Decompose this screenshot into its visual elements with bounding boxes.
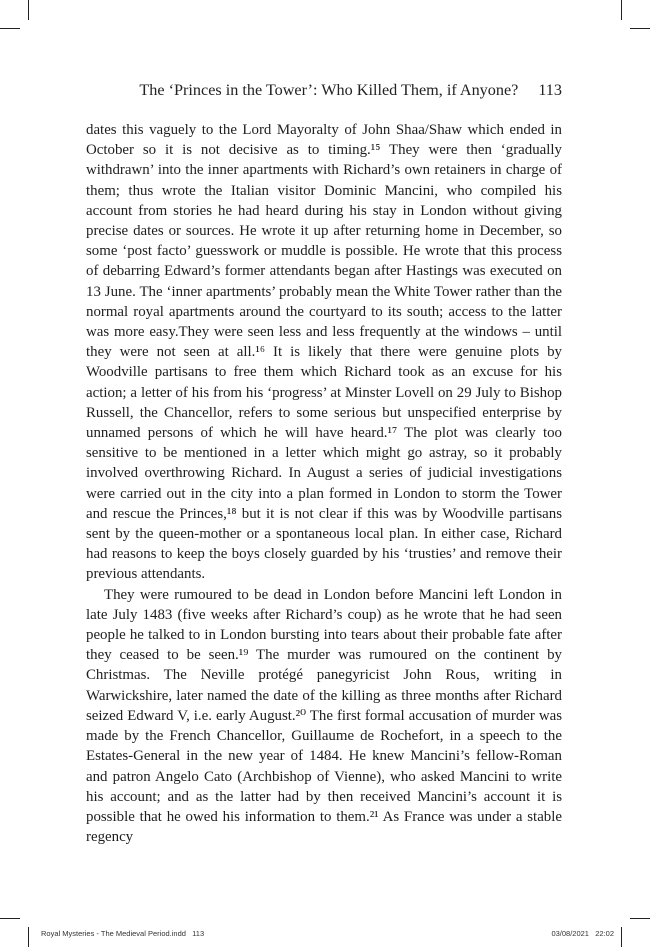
page-number: 113 (538, 81, 562, 99)
running-head (86, 80, 562, 100)
body-text (86, 120, 562, 847)
crop-mark-bottom-right (630, 918, 650, 919)
crop-mark-top-right (630, 28, 650, 29)
crop-mark-top-left (28, 0, 29, 20)
slug-filename: Royal Mysteries - The Medieval Period.indd 113 (41, 929, 205, 938)
crop-mark-bottom-left (28, 927, 29, 947)
crop-mark-bottom-left (0, 918, 20, 919)
paragraph: They were rumoured to be dead in London before Mancini left London in late July 1483 (five weeks after Richard’s coup) as he wrote that he had seen people he talked to in London bursting into tears about their probable fate after they ceased to be seen.¹⁹ The murder was rumoured on the continent by Christmas. The Neville protégé panegyricist John Rous, writing in Warwickshire, later named the date of the killing as three months after Richard seized Edward V, i.e. early August.²⁰ The first formal accusation of murder was made by the French Chancellor, Guillaume de Rochefort, in a speech to the Estates-General in the new year of 1484. He knew Mancini’s fellow-Roman and patron Angelo Cato (Archbishop of Vienne), who asked Mancini to write his account; and as the latter had by then received Mancini’s account it is possible that he owed his information to them.²¹ As France was under a stable regency (86, 586, 562, 846)
chapter-title: The ‘Princes in the Tower’: Who Killed Them, if Anyone? (139, 81, 519, 99)
crop-mark-top-left (0, 28, 20, 29)
paragraph: dates this vaguely to the Lord Mayoralty of John Shaa/Shaw which ended in October so it is not decisive as to timing.¹⁵ They were then ‘gradually withdrawn’ into the inner apartments with Richard’s own retainers in charge of them; thus wrote the Italian visitor Dominic Mancini, who compiled his account from stories he had heard during his stay in London without giving precise dates or sources. He wrote it up after returning home in December, so some ‘post facto’ guesswork or muddle is possible. He wrote that this process of debarring Edward’s former attendants began after Hastings was executed on 13 June. The ‘inner apartments’ probably mean the White Tower rather than the normal royal apartments around the courtyard to its south; access to the latter was more easy.They were seen less and less frequently at the windows – until they were not seen at all.¹⁶ It is likely that there were genuine plots by Woodville partisans to free them which Richard took as an excuse for his action; a letter of his from his ‘progress’ at Minster Lovell on 29 July to Bishop Russell, the Chancellor, refers to some serious but unspecified enterprise by unnamed persons of which he will have heard.¹⁷ The plot was clearly too sensitive to be mentioned in a letter which might go astray, so it probably involved overthrowing Richard. In August a series of judicial investigations were carried out in the city into a plan formed in London to storm the Tower and rescue the Princes,¹⁸ but it is not clear if this was by Woodville partisans sent by the queen-mother or a spontaneous local plan. In either case, Richard had reasons to keep the boys closely guarded by his ‘trusties’ and remove their previous attendants. (86, 122, 562, 583)
crop-mark-top-right (621, 0, 622, 20)
slug-timestamp: 03/08/2021 22:02 (551, 929, 614, 938)
crop-mark-bottom-right (621, 927, 622, 947)
